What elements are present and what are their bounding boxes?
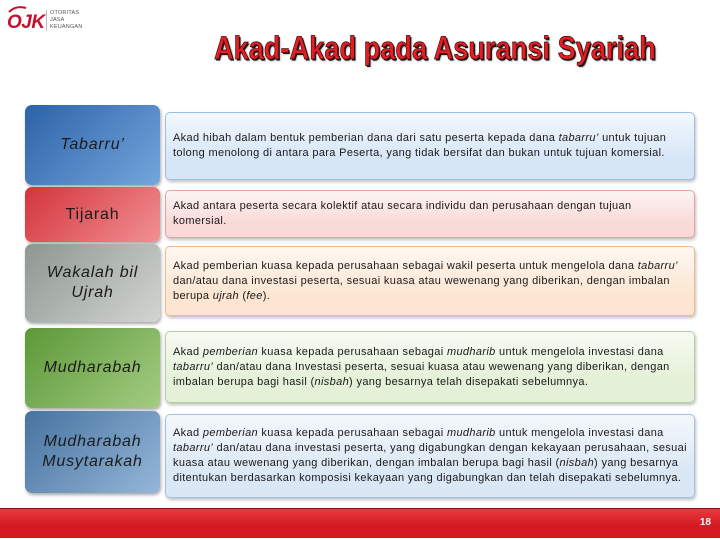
- italic-term: nisbah: [314, 375, 350, 388]
- akad-label-box: [25, 411, 160, 493]
- akad-description: [166, 199, 694, 229]
- italic-term: nisbah: [559, 457, 595, 469]
- akad-description-box: [165, 331, 695, 403]
- description-text: Akad hibah dalam bentuk pemberian dana dari satu peserta kepada dana: [173, 132, 559, 144]
- akad-description-box: [165, 414, 695, 498]
- italic-term: tabarru’: [173, 360, 214, 373]
- description-text: untuk tujuan tolong menolong di antara para Peserta, yang tidak bersifat dan bukan untuk tujuan komersial.: [173, 132, 667, 159]
- akad-description: [166, 426, 694, 486]
- akad-label: Wakalah bil Ujrah: [46, 264, 139, 301]
- logo-line: KEUANGAN: [50, 24, 83, 30]
- italic-term: tabarru’: [637, 259, 678, 272]
- description-text: ).: [262, 289, 271, 302]
- description-text: untuk mengelola investasi dana: [495, 345, 664, 358]
- italic-term: pemberian: [202, 427, 259, 439]
- akad-label: Tabarru’: [60, 136, 125, 153]
- description-text: dan/atau dana investasi peserta, yang digabungkan dengan kekayaan perusahaan, sesuai kuasa atau wewenang yang diberikan, dengan imbalan berupa bagi hasil (: [173, 442, 687, 469]
- italic-term: mudharib: [446, 345, 496, 358]
- akad-label: Tijarah: [65, 205, 120, 223]
- akad-description-box: [165, 112, 695, 180]
- description-text: Akad pemberian kuasa kepada perusahaan sebagai wakil peserta untuk mengelola dana: [173, 259, 638, 272]
- description-text: (: [238, 289, 247, 302]
- description-text: kuasa kepada perusahaan sebagai: [258, 427, 447, 439]
- akad-description: [166, 131, 694, 161]
- description-text: untuk mengelola investasi dana: [495, 427, 664, 439]
- description-text: ) yang besarnya ditentukan berdasarkan komposisi kekayaan yang digabungkan dan telah disepakati sebelumnya.: [173, 457, 682, 484]
- description-text: Akad: [173, 427, 203, 439]
- akad-description-box: [165, 190, 695, 238]
- akad-label: Mudharabah Musytarakah: [42, 433, 143, 470]
- akad-label-box: [25, 244, 160, 322]
- italic-term: pemberian: [202, 345, 259, 358]
- akad-description: [166, 259, 694, 304]
- description-text: ) yang besarnya telah disepakati sebelumnya.: [349, 375, 589, 388]
- description-text: kuasa kepada perusahaan sebagai: [258, 345, 447, 358]
- logo-line: OTORITAS: [50, 10, 80, 16]
- ojk-logo-lettering: OJK: [7, 12, 45, 33]
- italic-term: tabarru’: [173, 442, 214, 454]
- akad-label-box: [25, 328, 160, 408]
- ojk-logo-wordmark: [46, 10, 82, 31]
- akad-label-box: [25, 187, 160, 242]
- description-text: dan/atau dana investasi peserta, sesuai kuasa atau wewenang yang diberikan, dengan imbalan berupa: [173, 274, 670, 302]
- italic-term: tabarru’: [558, 132, 599, 144]
- ojk-logo-mark: [6, 4, 46, 34]
- ojk-logo: [6, 4, 88, 36]
- description-text: Akad: [173, 345, 203, 358]
- akad-label: Mudharabah: [43, 359, 142, 376]
- description-text: dan/atau dana Investasi peserta, sesuai kuasa atau wewenang yang diberikan, dengan imbalan berupa bagi hasil (: [173, 360, 670, 388]
- italic-term: ujrah: [212, 289, 239, 302]
- akad-label-box: [25, 105, 160, 185]
- akad-description-box: [165, 246, 695, 316]
- slide-title-container: [150, 30, 720, 68]
- akad-description: [166, 345, 694, 390]
- footer-bar: [0, 508, 720, 538]
- description-text: Akad antara peserta secara kolektif atau secara individu dan perusahaan dengan tujuan komersial.: [173, 200, 632, 227]
- italic-term: fee: [246, 289, 263, 302]
- logo-line: JASA: [50, 17, 65, 23]
- slide-title: Akad-Akad pada Asuransi Syariah: [214, 30, 656, 66]
- page-number: 18: [699, 517, 711, 528]
- italic-term: mudharib: [446, 427, 496, 439]
